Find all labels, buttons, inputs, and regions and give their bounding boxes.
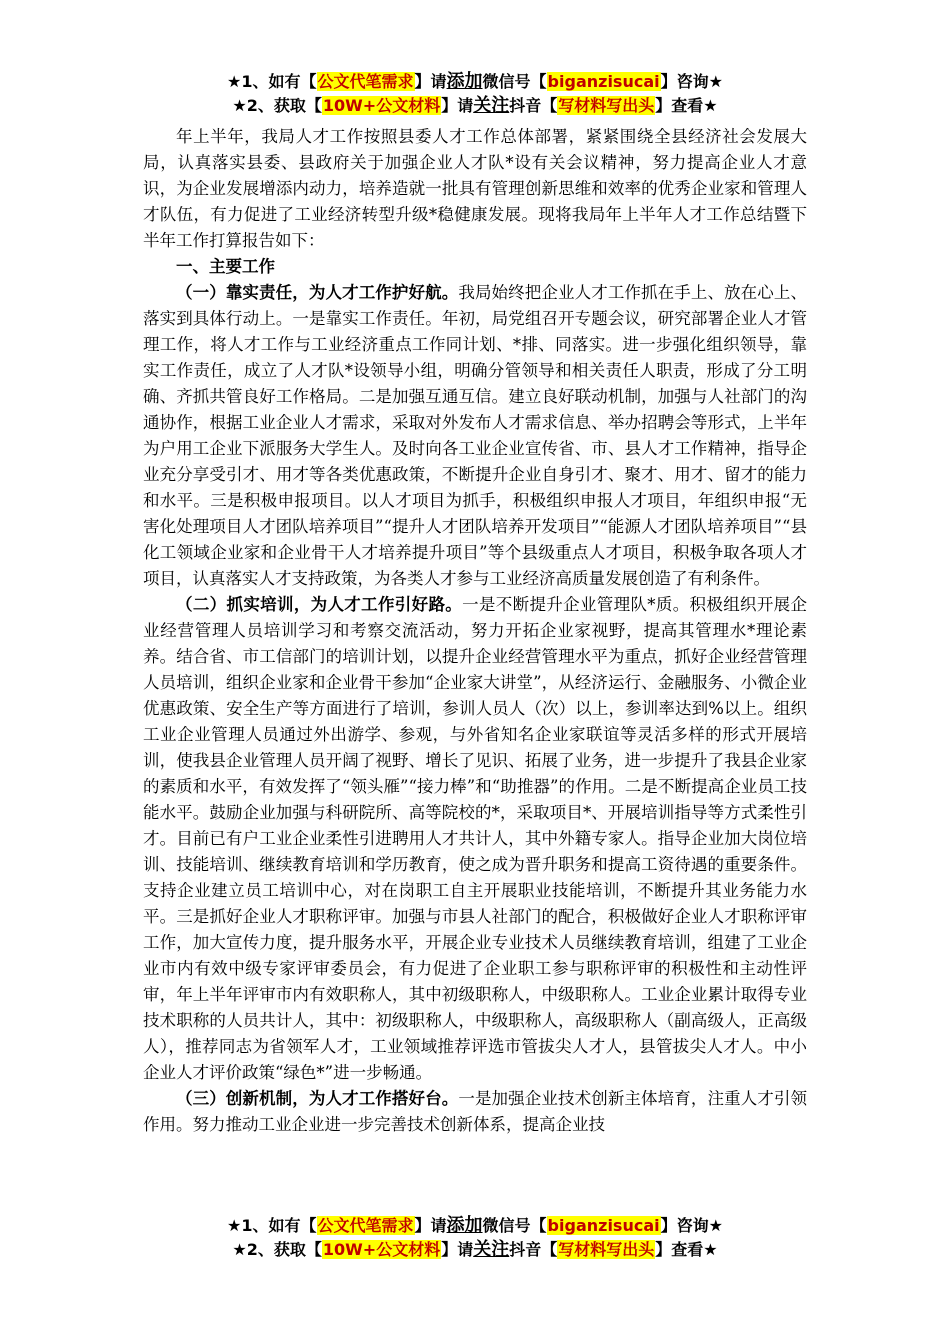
paragraph-1	[143, 280, 807, 592]
banner-line-1	[0, 70, 950, 94]
banner-text: 】咨询★	[660, 72, 723, 91]
banner-text: 】请	[441, 1240, 474, 1259]
banner-line-2	[0, 1238, 950, 1262]
banner-text: 】咨询★	[660, 1216, 723, 1235]
banner-line-2	[0, 94, 950, 118]
banner-text: 】请	[441, 96, 474, 115]
emphasis-text: 添加	[446, 1215, 483, 1236]
highlight-douyin-id: 写材料写出头	[558, 1240, 655, 1259]
intro-paragraph: 年上半年，我局人才工作按照县委人才工作总体部署，紧紧围绕全县经济社会发展大局，认真落实县委、县政府关于加强企业人才队*设有关会议精神，努力提高企业人才意识，为企业发展增添内动力，培养造就一批具有管理创新思维和效率的优秀企业家和管理人才队伍，有力促进了工业经济转型升级*稳健康发展。现将我局年上半年人才工作总结暨下半年工作打算报告如下：	[143, 127, 807, 250]
banner-text: ★2、获取【	[232, 1240, 322, 1259]
banner-text: 微信号【	[482, 72, 547, 91]
highlight-douyin-id: 写材料写出头	[558, 96, 655, 115]
subsection-title: （三）创新机制，为人才工作搭好台。	[176, 1089, 459, 1108]
banner-text: ★1、如有【	[227, 1216, 317, 1235]
banner-text: 】查看★	[655, 1240, 718, 1259]
banner-text: 】请	[414, 1216, 447, 1235]
highlight-keyword: 公文代笔需求	[317, 72, 414, 91]
banner-text: ★1、如有【	[227, 72, 317, 91]
emphasis-text: 添加	[446, 71, 483, 92]
banner-line-1	[0, 1214, 950, 1238]
banner-top	[0, 70, 950, 118]
banner-bottom	[0, 1214, 950, 1262]
paragraph-text: 我局始终把企业人才工作抓在手上、放在心上、落实到具体行动上。一是靠实工作责任。年初，局党组召开专题会议，研究部署企业人才管理工作，将人才工作与工业经济重点工作同计划、*排、同落实。进一步强化组织领导，靠实工作责任，成立了人才队*设领导小组，明确分管领导和相关责任人职责，形成了分工明确、齐抓共管良好工作格局。二是加强互通互信。建立良好联动机制，加强与人社部门的沟通协作，根据工业企业人才需求，采取对外发布人才需求信息、举办招聘会等形式，上半年为户用工企业下派服务大学生人。及时向各工业企业宣传省、市、县人才工作精神，指导企业充分享受引才、用才等各类优惠政策，不断提升企业自身引才、聚才、用才、留才的能力和水平。三是积极申报项目。以人才项目为抓手，积极组织申报人才项目，年组织申报“无害化处理项目人才团队培养项目”“提升人才团队培养开发项目”“能源人才团队培养项目”“县化工领域企业家和企业骨干人才培养提升项目”等个县级重点人才项目，积极争取各项人才项目，认真落实人才支持政策，为各类人才参与工业经济高质量发展创造了有利条件。	[143, 283, 808, 588]
document-body	[143, 124, 807, 1138]
banner-text: 抖音【	[509, 1240, 558, 1259]
highlight-keyword: 10W+公文材料	[322, 1240, 441, 1259]
highlight-wechat-id: biganzisucai	[547, 1216, 660, 1235]
subsection-title: （一）靠实责任，为人才工作护好航。	[176, 283, 459, 302]
highlight-keyword: 10W+公文材料	[322, 96, 441, 115]
banner-text: 】查看★	[655, 96, 718, 115]
paragraph-2	[143, 592, 807, 1086]
paragraph-text: 一是不断提升企业管理队*质。积极组织开展企业经营管理人员培训学习和考察交流活动，努力开拓企业家视野，提高其管理水*理论素养。结合省、市工信部门的培训计划，以提升企业经营管理水平为重点，抓好企业经营管理人员培训，组织企业家和企业骨干参加“企业家大讲堂”，从经济运行、金融服务、小微企业优惠政策、安全生产等方面进行了培训，参训人员人（次）以上，参训率达到%以上。组织工业企业管理人员通过外出游学、参观，与外省知名企业家联谊等灵活多样的形式开展培训，使我县企业管理人员开阔了视野、增长了见识、拓展了业务，进一步提升了我县企业家的素质和水平，有效发挥了“领头雁”“接力棒”和“助推器”的作用。二是不断提高企业员工技能水平。鼓励企业加强与科研院所、高等院校的*，采取项目*、开展培训指导等方式柔性引才。目前已有户工业企业柔性引进聘用人才共计人，其中外籍专家人。指导企业加大岗位培训、技能培训、继续教育培训和学历教育，使之成为晋升职务和提高工资待遇的重要条件。支持企业建立员工培训中心，对在岗职工自主开展职业技能培训，不断提升其业务能力水平。三是抓好企业人才职称评审。加强与市县人社部门的配合，积极做好企业人才职称评审工作，加大宣传力度，提升服务水平，开展企业专业技术人员继续教育培训，组建了工业企业市内有效中级专家评审委员会，有力促进了企业职工参与职称评审的积极性和主动性评审，年上半年评审市内有效职称人，其中初级职称人，中级职称人。工业企业累计取得专业技术职称的人员共计人，其中：初级职称人，中级职称人，高级职称人（副高级人，正高级人），推荐同志为省领军人才，工业领域推荐评选市管拔尖人才人，县管拔尖人才人。中小企业人才评价政策“绿色*”进一步畅通。	[143, 595, 808, 1082]
highlight-keyword: 公文代笔需求	[317, 1216, 414, 1235]
highlight-wechat-id: biganzisucai	[547, 72, 660, 91]
section-title: 一、主要工作	[176, 257, 275, 276]
paragraph-3	[143, 1086, 807, 1138]
emphasis-text: 关注	[473, 1239, 510, 1260]
banner-text: 】请	[414, 72, 447, 91]
subsection-title: （二）抓实培训，为人才工作引好路。	[176, 595, 463, 614]
banner-text: 抖音【	[509, 96, 558, 115]
banner-text: 微信号【	[482, 1216, 547, 1235]
emphasis-text: 关注	[473, 95, 510, 116]
paragraph-text: 一是加强企业技术创新主体培育，注重人才引领作用。努力推动工业企业进一步完善技术创新体系，提高企业技	[143, 1089, 808, 1134]
banner-text: ★2、获取【	[232, 96, 322, 115]
